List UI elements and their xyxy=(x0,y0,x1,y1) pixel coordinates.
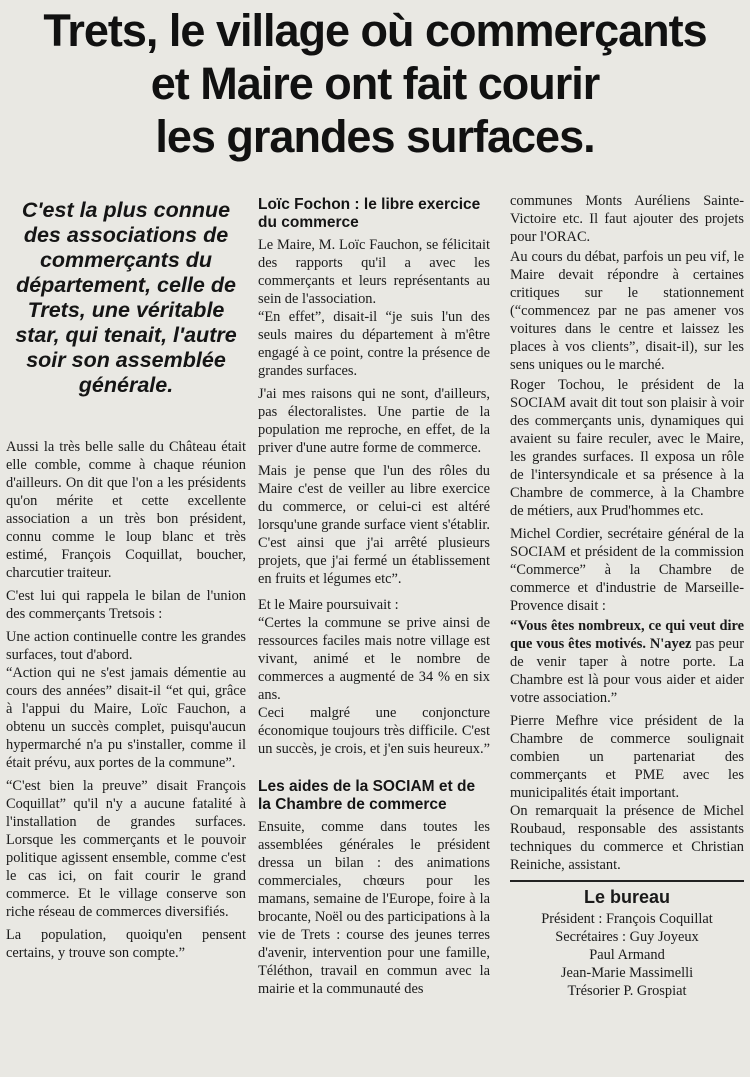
bureau-president: Président : François Coquillat xyxy=(541,911,713,927)
column-3 xyxy=(510,192,744,1000)
intro-lede: C'est la plus connue des associations de commerçants du département, celle de Trets, une véritable star, qui tenait, l'autre soir son assemblée générale. xyxy=(15,198,237,397)
column-1 xyxy=(6,192,246,967)
paragraph: Roger Tochou, le président de la SOCIAM avait dit tout son plaisir à voir des commerçants unis, dynamiques qui avaient su faire reculer, avec le Maire, les grandes surfaces. Il exposa un rôle de l'intersyndicale et sa présence à la Chambre de commerce, à la Chambre de métiers, aux Prud'hommes etc. xyxy=(510,377,744,519)
paragraph: Ensuite, comme dans toutes les assemblées générales le président dressa un bilan : des animations commerciales, chœurs pour les mamans, semaine de l'Europe, foire à la brocante, Noël ou des participations à la vie de Trets : course des jeunes terres d'avenir, intervention pour une famille, Téléthon, travail en commun avec la mairie et la communauté des xyxy=(258,819,490,997)
quote-bold: “Vous êtes nombreux, ce qui veut dire que vous êtes motivés. N'ayez xyxy=(510,618,744,652)
paragraph: Et le Maire poursuivait : xyxy=(258,597,399,613)
paragraph: Mais je pense que l'un des rôles du Maire c'est de veiller au libre exercice du commerce, or celui-ci est altéré lorsqu'une grande surface vient s'établir. C'est ainsi que j'ai arrêté plusieurs projets, que j'ai fermé un établissement en fruits et légumes etc”. xyxy=(258,463,490,587)
bureau-secretaire-3: Jean-Marie Massimelli xyxy=(560,965,694,981)
bureau-tresorier: Trésorier P. Grospiat xyxy=(567,983,687,999)
bureau-title: Le bureau xyxy=(583,887,671,907)
bureau-box xyxy=(510,880,744,1000)
paragraph: “En effet”, disait-il “je suis l'un des seuls maires du département à m'être engagé à ce point, contre la présence de grandes surfaces. xyxy=(258,309,490,379)
subheading-sociam: Les aides de la SOCIAM et de la Chambre de commerce xyxy=(258,778,476,813)
article-headline xyxy=(0,4,750,163)
paragraph: La population, quoiqu'en pensent certains, y trouve son compte.” xyxy=(6,927,246,961)
bureau-secretaire-2: Paul Armand xyxy=(589,947,665,963)
headline-line-2: et Maire ont fait courir xyxy=(150,58,600,109)
paragraph: “C'est bien la preuve” disait François Coquillat” qu'il n'y a aucune fatalité à l'installation de grandes surfaces. Lorsque les commerçants et le pouvoir politique agissent ensemble, comme c'est le cas ici, on fait courir le grand commerce. Et le village conserve son riche réseau de commerces diversifiés. xyxy=(6,778,246,920)
paragraph: Aussi la très belle salle du Château était elle comble, comme à chaque réunion d'ailleurs. On dit que l'on a les présidents qu'on mérite et cette excellente association a un très bon président, connu comme le loup blanc et très estimé, François Coquillat, boucher, charcutier traiteur. xyxy=(6,439,246,581)
paragraph: C'est lui qui rappela le bilan de l'union des commerçants Tretsois : xyxy=(6,588,246,622)
bureau-secretaires: Secrétaires : Guy Joyeux xyxy=(555,929,699,945)
paragraph: Ceci malgré une conjoncture économique toujours très difficile. C'est un succès, je crois, et j'en suis heureux.” xyxy=(258,705,490,757)
subheading-fochon: Loïc Fochon : le libre exercice du commerce xyxy=(258,196,481,231)
headline-line-3: les grandes surfaces. xyxy=(155,111,595,162)
paragraph: “Action qui ne s'est jamais démentie au cours des années” disait-il “et qui, grâce à l'appui du Maire, Loïc Fauchon, a obtenu un succès complet, puisqu'aucun hypermarché n'a pu s'installer, comme il était prévu, aux portes de la commune”. xyxy=(6,665,246,771)
quote-rest: pas peur de venir taper à notre porte. La Chambre est là pour vous aider et aider votre association.” xyxy=(510,636,744,706)
paragraph: Le Maire, M. Loïc Fauchon, se félicitait des rapports qu'il a avec les commerçants et leurs représentants au sein de l'association. xyxy=(258,237,490,307)
column-2 xyxy=(258,192,490,1003)
paragraph: “Certes la commune se prive ainsi de ressources faciles mais notre village est vivant, animé et le nombre de commerces a augmenté de 34 % en six ans. xyxy=(258,615,490,703)
paragraph: Michel Cordier, secrétaire général de la SOCIAM et président de la commission “Commerce” à la Chambre de commerce et d'industrie de Marseille-Provence disait : xyxy=(510,526,744,614)
paragraph: On remarquait la présence de Michel Roubaud, responsable des assistants techniques du commerce et Christian Reiniche, assistant. xyxy=(510,803,744,873)
paragraph: J'ai mes raisons qui ne sont, d'ailleurs, pas électoralistes. Une partie de la population me reproche, en effet, de la priver d'une autre forme de commerce. xyxy=(258,386,490,456)
paragraph: Une action continuelle contre les grandes surfaces, tout d'abord. xyxy=(6,629,246,663)
quote-paragraph xyxy=(510,617,744,707)
paragraph: Au cours du débat, parfois un peu vif, le Maire devait répondre à certaines critiques sur le stationnement (“commencez par ne pas amener vos voitures dans le centre et laissez les places à vos clients”, disait-il), sur les sens uniques ou le marché. xyxy=(510,249,744,373)
paragraph: Pierre Mefhre vice président de la Chambre de commerce soulignait combien un partenariat des commerçants et PME avec les municipalités était important. xyxy=(510,713,744,801)
headline-line-1: Trets, le village où commerçants xyxy=(43,5,707,56)
paragraph: communes Monts Auréliens Sainte-Victoire etc. Il faut ajouter des projets pour l'ORAC. xyxy=(510,193,744,245)
